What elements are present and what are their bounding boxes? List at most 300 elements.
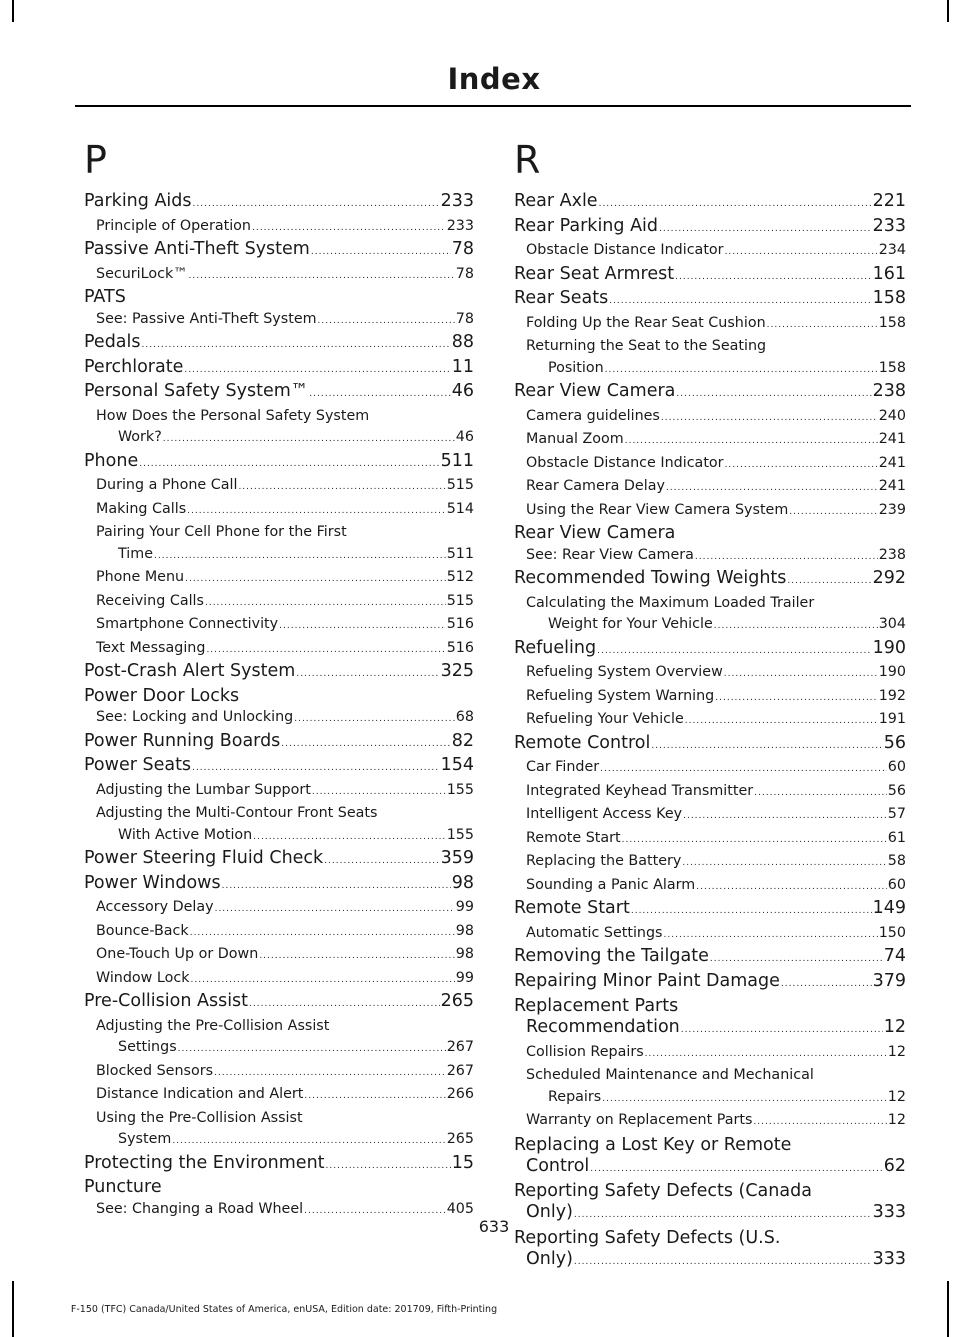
index-entry — [84, 614, 474, 638]
index-entry — [84, 499, 474, 523]
entry-page: 511 — [440, 450, 474, 471]
entry-page: 56 — [883, 732, 906, 753]
index-entry — [514, 288, 906, 313]
entry-text: System — [118, 1131, 172, 1147]
index-entry — [84, 427, 474, 451]
entry-page: 405 — [446, 1200, 474, 1217]
entry-page: 233 — [446, 217, 474, 234]
entry-page: 233 — [872, 215, 906, 236]
index-heading: Puncture — [84, 1177, 162, 1197]
entry-page: 265 — [440, 991, 474, 1011]
index-entry — [84, 264, 474, 288]
dot-leader — [789, 502, 877, 524]
entry-text: Time — [118, 545, 153, 562]
entry-page: 149 — [872, 898, 906, 918]
entry-text: Bounce-Back — [96, 922, 189, 939]
dot-leader — [574, 1252, 872, 1274]
dot-leader — [753, 1112, 886, 1134]
dot-leader — [249, 994, 440, 1016]
index-entry — [84, 1153, 474, 1178]
index-entry — [514, 191, 906, 216]
entry-page: 88 — [451, 332, 474, 352]
entry-text: Repairing Minor Paint Damage — [514, 970, 780, 991]
entry-page: 12 — [887, 1112, 906, 1128]
index-entry — [84, 991, 474, 1016]
entry-page: 78 — [455, 265, 474, 282]
entry-text: Removing the Tailgate — [514, 946, 709, 966]
dot-leader — [318, 311, 455, 333]
entry-page: 266 — [446, 1086, 474, 1102]
entry-text: Refueling — [514, 637, 597, 658]
entry-text: Power Running Boards — [84, 730, 281, 751]
dot-leader — [625, 431, 878, 453]
entry-text: Only) — [526, 1202, 573, 1222]
dot-leader — [238, 477, 445, 499]
entry-page: 99 — [455, 899, 474, 915]
dot-leader — [163, 429, 455, 451]
entry-text: Folding Up the Rear Seat Cushion — [526, 314, 766, 331]
dot-leader — [324, 851, 439, 873]
index-entry — [514, 662, 906, 686]
entry-text: Rear Parking Aid — [514, 215, 659, 236]
entry-text-line: How Does the Personal Safety System — [96, 407, 370, 424]
entry-text: Camera guidelines — [526, 407, 660, 424]
dot-leader — [259, 946, 454, 968]
dot-leader — [139, 454, 439, 476]
entry-text: Settings — [118, 1039, 177, 1055]
edition-info: F-150 (TFC) Canada/United States of America, enUSA, Edition date: 201709, Fifth-Printing — [70, 1304, 498, 1315]
page-title: Index — [447, 62, 541, 96]
entry-page: 58 — [887, 853, 906, 869]
index-entry — [514, 240, 906, 264]
entry-page: 98 — [455, 946, 474, 962]
entry-page: 161 — [872, 263, 906, 284]
entry-page: 292 — [872, 568, 906, 588]
index-entry — [514, 733, 906, 758]
entry-page: 98 — [451, 872, 474, 893]
entry-text: Repairs — [548, 1088, 602, 1105]
dot-leader — [609, 291, 871, 313]
index-entry — [514, 1110, 906, 1134]
entry-text: See: Changing a Road Wheel — [96, 1200, 304, 1217]
dot-leader — [309, 384, 450, 406]
entry-page: 78 — [451, 239, 474, 259]
section-letter: R — [514, 138, 541, 182]
dot-leader — [781, 974, 872, 996]
index-column-left — [84, 133, 474, 1222]
dot-leader — [754, 783, 887, 805]
entry-text: Remote Start — [526, 829, 621, 846]
index-entry — [514, 358, 906, 382]
entry-page: 516 — [446, 639, 474, 656]
dot-leader — [622, 830, 887, 852]
entry-page: 154 — [440, 755, 474, 775]
index-column-right — [514, 133, 906, 1273]
index-entry — [84, 731, 474, 756]
index-entry — [84, 239, 474, 264]
dot-leader — [311, 242, 451, 264]
dot-leader — [661, 408, 878, 430]
dot-leader — [602, 1089, 887, 1111]
index-entry — [84, 825, 474, 849]
dot-leader — [281, 734, 450, 756]
index-entry — [84, 1037, 474, 1061]
entry-text: Smartphone Connectivity — [96, 616, 279, 632]
index-entry — [84, 475, 474, 499]
entry-text: Refueling System Warning — [526, 687, 715, 704]
entry-text: Rear Seat Armrest — [514, 263, 675, 284]
dot-leader — [294, 709, 455, 731]
index-entry — [84, 309, 474, 333]
entry-text: Remote Start — [514, 898, 630, 918]
dot-leader — [605, 360, 878, 382]
index-entry — [84, 968, 474, 992]
entry-text-line: Replacing a Lost Key or Remote — [514, 1134, 792, 1155]
page-number: 633 — [478, 1217, 510, 1236]
dot-leader — [193, 194, 440, 216]
entry-text: Intelligent Access Key — [526, 806, 683, 822]
index-entry — [84, 451, 474, 476]
entry-page: 238 — [872, 381, 906, 401]
entry-text: Phone Menu — [96, 569, 185, 585]
dot-leader — [714, 616, 878, 638]
entry-page: 234 — [878, 242, 906, 258]
entry-text: Automatic Settings — [526, 924, 663, 941]
entry-text: Text Messaging — [96, 639, 206, 656]
index-entries — [514, 191, 906, 1273]
entry-page: 241 — [878, 454, 906, 471]
index-entry — [514, 216, 906, 241]
dot-leader — [710, 949, 883, 971]
dot-leader — [252, 218, 446, 240]
dot-leader — [681, 1020, 883, 1042]
entry-text: Rear Seats — [514, 288, 609, 308]
dot-leader — [154, 546, 446, 568]
dot-leader — [682, 853, 886, 875]
entry-page: 233 — [440, 191, 474, 211]
entry-text-line: Replacement Parts — [514, 996, 679, 1016]
entry-text: Pedals — [84, 332, 141, 352]
entry-page: 267 — [446, 1039, 474, 1055]
index-heading: Rear View Camera — [514, 523, 676, 543]
entry-text: Power Seats — [84, 755, 192, 775]
index-entry — [514, 898, 906, 923]
dot-leader — [304, 1086, 445, 1108]
entry-page: 62 — [883, 1155, 906, 1176]
entry-page: 238 — [878, 546, 906, 563]
index-entry — [514, 971, 906, 996]
entry-page: 12 — [887, 1088, 906, 1105]
entry-text: Control — [526, 1155, 590, 1176]
crop-mark-top-right-v — [947, 0, 949, 22]
index-entry — [514, 757, 906, 781]
entry-text: Protecting the Environment — [84, 1152, 325, 1173]
index-entry — [514, 313, 906, 337]
index-entry — [84, 567, 474, 591]
crop-mark-bottom-right-v — [947, 1281, 949, 1337]
entry-text-line: Adjusting the Pre-Collision Assist — [96, 1017, 330, 1034]
entry-text: Parking Aids — [84, 191, 192, 211]
dot-leader — [597, 641, 872, 663]
dot-leader — [599, 194, 872, 216]
dot-leader — [696, 877, 887, 899]
index-entry — [84, 921, 474, 945]
index-entry — [84, 1084, 474, 1108]
entry-text: Principle of Operation — [96, 217, 251, 234]
entry-page: 516 — [446, 616, 474, 632]
entry-page: 241 — [878, 431, 906, 447]
entry-page: 46 — [451, 381, 474, 401]
index-entry — [84, 755, 474, 780]
entry-text: Window Lock — [96, 969, 190, 986]
entry-text: Rear View Camera — [514, 381, 676, 401]
entry-page: 359 — [440, 848, 474, 868]
dot-leader — [214, 1063, 446, 1085]
index-entry — [84, 848, 474, 873]
entry-text: Rear Camera Delay — [526, 478, 665, 494]
entry-page: 78 — [455, 310, 474, 327]
dot-leader — [222, 876, 451, 898]
entry-page: 240 — [878, 407, 906, 424]
entry-page: 267 — [446, 1062, 474, 1079]
dot-leader — [664, 925, 878, 947]
entry-page: 190 — [872, 637, 906, 658]
entry-page: 56 — [887, 782, 906, 799]
entry-page: 46 — [455, 429, 474, 445]
index-entry — [514, 804, 906, 828]
entry-text: Collision Repairs — [526, 1043, 644, 1060]
entry-text: Remote Control — [514, 732, 651, 753]
entry-text: Warranty on Replacement Parts — [526, 1112, 753, 1128]
entry-page: 99 — [455, 969, 474, 986]
entry-text: During a Phone Call — [96, 477, 238, 493]
index-entries — [84, 191, 474, 1222]
index-entry — [514, 1087, 906, 1111]
index-entry — [84, 216, 474, 240]
dot-leader — [189, 266, 455, 288]
entry-text: Making Calls — [96, 500, 187, 517]
entry-page: 514 — [446, 500, 474, 517]
dot-leader — [659, 219, 872, 241]
entry-page: 221 — [872, 191, 906, 211]
entry-page: 192 — [878, 687, 906, 704]
index-entry — [84, 591, 474, 615]
index-entry — [514, 1156, 906, 1181]
dot-leader — [206, 640, 445, 662]
dot-leader — [187, 501, 446, 523]
entry-page: 11 — [451, 356, 474, 377]
index-entry — [84, 780, 474, 804]
dot-leader — [725, 455, 878, 477]
dot-leader — [725, 242, 878, 264]
index-entry — [84, 357, 474, 382]
entry-text: Manual Zoom — [526, 431, 624, 447]
dot-leader — [172, 1131, 445, 1153]
entry-text: Power Steering Fluid Check — [84, 848, 324, 868]
entry-page: 150 — [878, 924, 906, 941]
entry-text: See: Rear View Camera — [526, 546, 694, 563]
dot-leader — [600, 759, 887, 781]
entry-text: Passive Anti-Theft System — [84, 239, 310, 259]
entry-text: SecuriLock™ — [96, 265, 188, 282]
index-entry — [84, 191, 474, 216]
entry-page: 241 — [878, 478, 906, 494]
index-entry — [514, 1249, 906, 1274]
dot-leader — [215, 899, 455, 921]
entry-page: 15 — [451, 1152, 474, 1173]
index-entry — [514, 1017, 906, 1042]
entry-text: Obstacle Distance Indicator — [526, 242, 724, 258]
entry-page: 82 — [451, 730, 474, 751]
entry-page: 190 — [878, 664, 906, 680]
entry-page: 57 — [887, 806, 906, 822]
dot-leader — [645, 1044, 887, 1066]
entry-page: 333 — [872, 1248, 906, 1269]
dot-leader — [326, 1156, 451, 1178]
entry-text: Replacing the Battery — [526, 853, 682, 869]
entry-text: Position — [548, 359, 604, 376]
section-letter: P — [84, 138, 107, 182]
entry-text-line: Scheduled Maintenance and Mechanical — [526, 1067, 814, 1083]
entry-page: 12 — [887, 1043, 906, 1060]
entry-text: Adjusting the Lumbar Support — [96, 781, 311, 798]
index-heading: PATS — [84, 287, 126, 307]
index-entry — [514, 1042, 906, 1066]
entry-text: Integrated Keyhead Transmitter — [526, 782, 754, 799]
index-entry — [514, 686, 906, 710]
index-entry — [514, 923, 906, 947]
entry-text: Only) — [526, 1248, 573, 1269]
index-entry — [84, 544, 474, 568]
entry-page: 515 — [446, 592, 474, 609]
entry-text: Distance Indication and Alert — [96, 1086, 304, 1102]
entry-text: Power Windows — [84, 872, 221, 893]
entry-text: Refueling Your Vehicle — [526, 711, 684, 727]
index-entry — [514, 381, 906, 406]
dot-leader — [666, 478, 878, 500]
dot-leader — [685, 711, 878, 733]
dot-leader — [787, 571, 871, 593]
entry-text: Receiving Calls — [96, 592, 204, 609]
dot-leader — [192, 758, 440, 780]
dot-leader — [631, 901, 872, 923]
index-entry — [84, 897, 474, 921]
entry-text: Refueling System Overview — [526, 664, 723, 680]
index-entry — [84, 707, 474, 731]
entry-text: Perchlorate — [84, 356, 184, 377]
entry-text: Blocked Sensors — [96, 1062, 214, 1079]
entry-page: 60 — [887, 759, 906, 775]
dot-leader — [253, 827, 445, 849]
index-entry — [514, 851, 906, 875]
index-entry — [514, 429, 906, 453]
entry-page: 68 — [455, 709, 474, 725]
entry-text: Sounding a Panic Alarm — [526, 876, 696, 893]
dot-leader — [695, 547, 878, 569]
entry-text: Using the Rear View Camera System — [526, 501, 789, 518]
entry-text: Post-Crash Alert System — [84, 661, 296, 681]
entry-text-line: Pairing Your Cell Phone for the First — [96, 524, 347, 540]
entry-page: 155 — [446, 826, 474, 843]
entry-page: 60 — [887, 876, 906, 893]
dot-leader — [142, 335, 451, 357]
dot-leader — [724, 664, 878, 686]
entry-text: Obstacle Distance Indicator — [526, 454, 724, 471]
entry-text: Weight for Your Vehicle — [548, 616, 713, 632]
entry-text-line: Reporting Safety Defects (U.S. — [514, 1227, 781, 1248]
index-entry — [514, 568, 906, 593]
entry-text: Accessory Delay — [96, 899, 214, 915]
index-entry — [514, 709, 906, 733]
index-entry — [84, 873, 474, 898]
dot-leader — [190, 923, 455, 945]
entry-page: 191 — [878, 711, 906, 727]
dot-leader — [715, 688, 877, 710]
index-entry — [514, 614, 906, 638]
index-entry — [84, 1061, 474, 1085]
index-entry — [84, 381, 474, 406]
entry-page: 74 — [883, 946, 906, 966]
dot-leader — [590, 1159, 882, 1181]
index-entry — [84, 944, 474, 968]
header-divider — [75, 105, 911, 107]
index-entry — [84, 661, 474, 686]
dot-leader — [205, 593, 446, 615]
entry-text: With Active Motion — [118, 826, 253, 843]
entry-text-line: Using the Pre-Collision Assist — [96, 1109, 303, 1126]
entry-text: Work? — [118, 429, 162, 445]
entry-text: See: Locking and Unlocking — [96, 709, 294, 725]
entry-page: 155 — [446, 781, 474, 798]
index-entry — [514, 453, 906, 477]
entry-text: Car Finder — [526, 759, 600, 775]
entry-page: 98 — [455, 922, 474, 939]
entry-page: 379 — [872, 970, 906, 991]
index-entry — [514, 828, 906, 852]
entry-text-line: Adjusting the Multi-Contour Front Seats — [96, 805, 378, 821]
entry-text: Recommendation — [526, 1017, 680, 1037]
index-entry — [84, 638, 474, 662]
entry-text-line: Calculating the Maximum Loaded Trailer — [526, 594, 815, 611]
dot-leader — [675, 267, 871, 289]
entry-page: 61 — [887, 829, 906, 846]
index-entry — [514, 638, 906, 663]
dot-leader — [312, 782, 446, 804]
entry-page: 512 — [446, 569, 474, 585]
dot-leader — [184, 360, 450, 382]
entry-page: 304 — [878, 616, 906, 632]
index-entry — [514, 875, 906, 899]
dot-leader — [767, 315, 878, 337]
dot-leader — [279, 616, 446, 638]
dot-leader — [651, 736, 882, 758]
entry-text: One-Touch Up or Down — [96, 946, 259, 962]
entry-text: See: Passive Anti-Theft System — [96, 310, 317, 327]
entry-text: Phone — [84, 450, 139, 471]
entry-page: 265 — [446, 1131, 474, 1147]
index-heading: Power Door Locks — [84, 685, 240, 706]
entry-page: 12 — [883, 1017, 906, 1037]
entry-page: 158 — [872, 288, 906, 308]
dot-leader — [683, 806, 887, 828]
entry-page: 511 — [446, 545, 474, 562]
entry-page: 158 — [878, 359, 906, 376]
entry-page: 333 — [872, 1202, 906, 1222]
entry-text-line: Returning the Seat to the Seating — [526, 338, 767, 354]
dot-leader — [296, 664, 439, 686]
entry-text: Personal Safety System™ — [84, 381, 309, 401]
dot-leader — [178, 1039, 446, 1061]
